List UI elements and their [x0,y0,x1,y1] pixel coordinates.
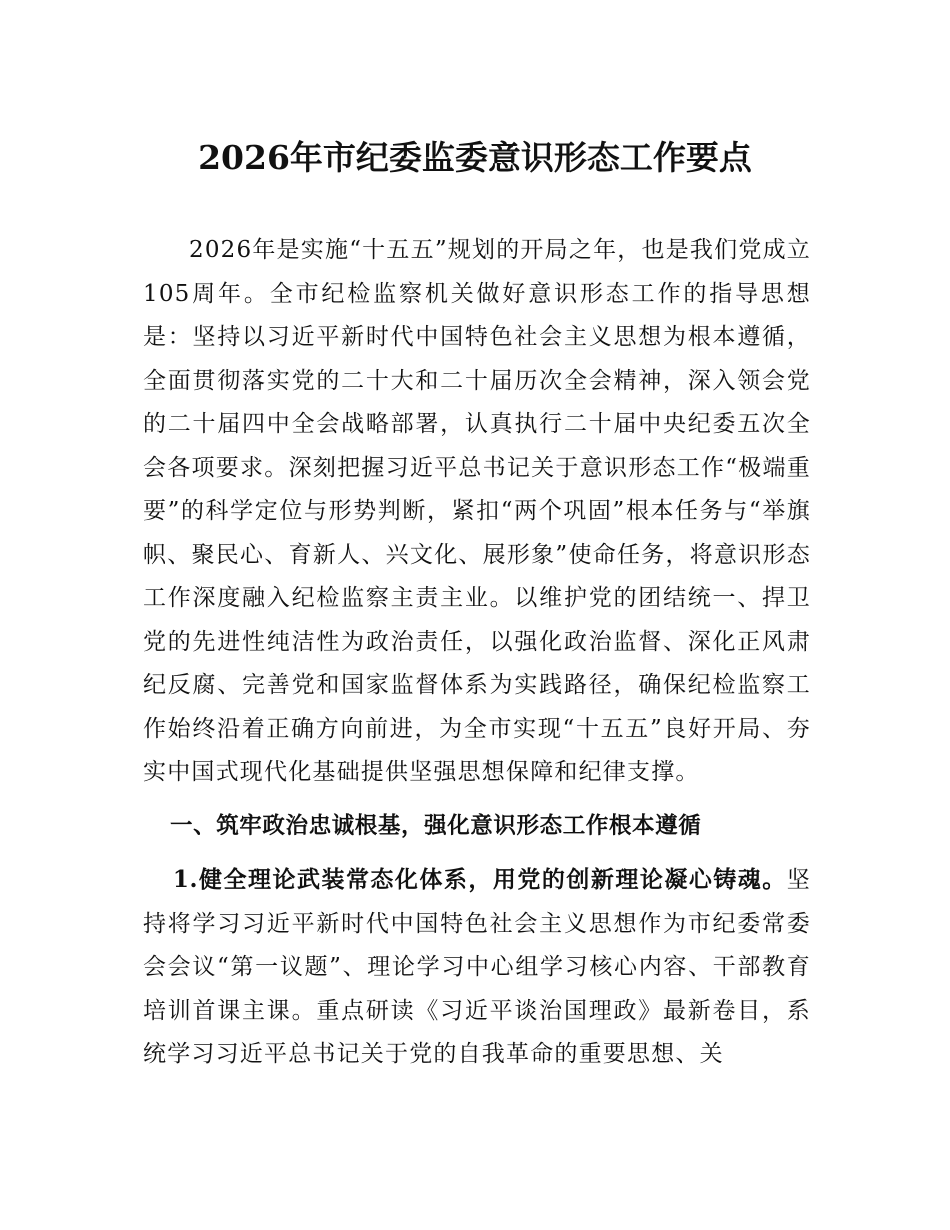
document-title: 2026年市纪委监委意识形态工作要点 [198,138,752,178]
section-1-heading: 一、筑牢政治忠诚根基，强化意识形态工作根本遵循 [170,812,702,839]
item-1-heading: 1.健全理论武装常态化体系，用党的创新理论凝心铸魂。 [172,866,787,893]
intro-paragraph: 2026年是实施“十五五”规划的开局之年，也是我们党成立105周年。全市纪检监察机关做好意识形态工作的指导思想是：坚持以习近平新时代中国特色社会主义思想为根本遵循，全面贯彻落实党的二十大和二十届历次全会精神，深入领会党的二十届四中全会战略部署，认真执行二十届中央纪委五次全会各项要求。深刻把握习近平总书记关于意识形态工作“极端重要”的科学定位与形势判断，紧扣“两个巩固”根本任务与“举旗帜、聚民心、育新人、兴文化、展形象”使命任务，将意识形态工作深度融入纪检监察主责主业。以维护党的团结统一、捍卫党的先进性纯洁性为政治责任，以强化政治监督、深化正风肃纪反腐、完善党和国家监督体系为实践路径，确保纪检监察工作始终沿着正确方向前进，为全市实现“十五五”良好开局、夯实中国式现代化基础提供坚强思想保障和纪律支撑。 [143,237,811,785]
item-1-paragraph [143,858,811,1077]
item-1-body: 坚持将学习习近平新时代中国特色社会主义思想作为市纪委常委会会议“第一议题”、理论学习中心组学习核心内容、干部教育培训首课主课。重点研读《习近平谈治国理政》最新卷目，系统学习习近平总书记关于党的自我革命的重要思想、关 [143,867,811,1067]
document-body [143,229,811,1077]
